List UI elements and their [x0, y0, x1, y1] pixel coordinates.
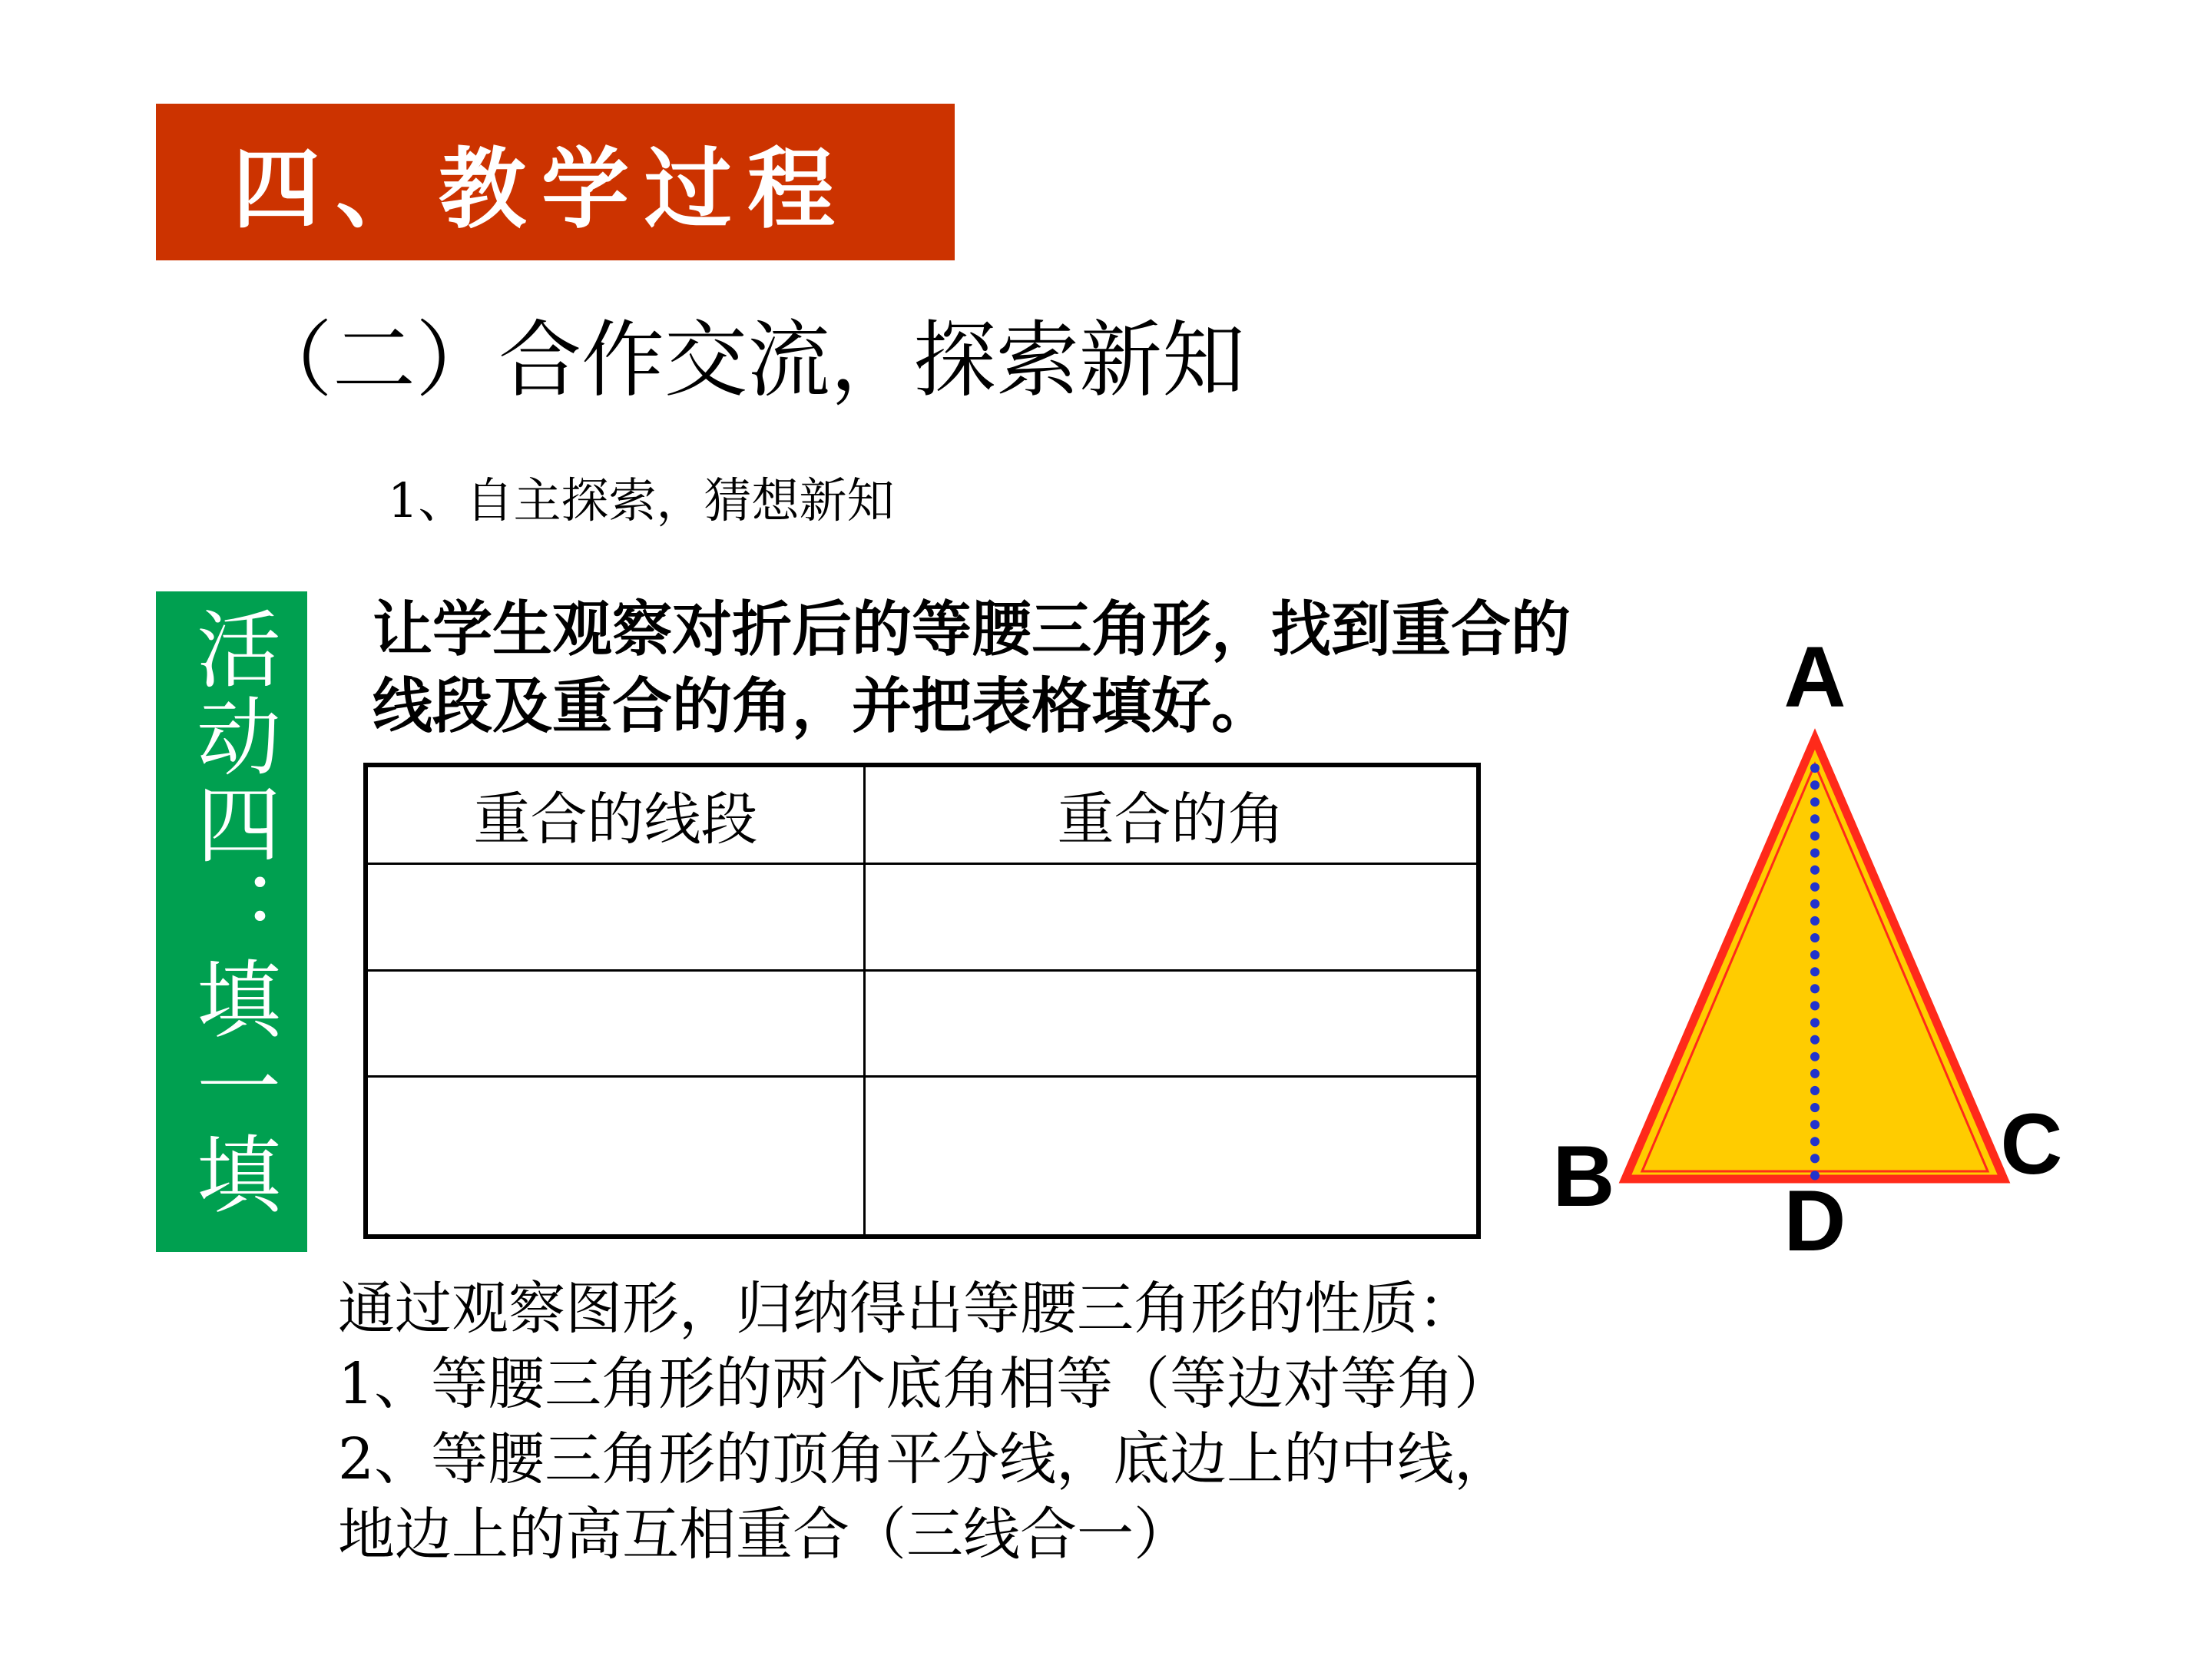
- step-heading: 1、自主探索，猜想新知: [388, 472, 895, 528]
- activity-label: 活动四：填一填: [183, 605, 281, 1218]
- vertex-label-b: B: [1552, 1128, 1615, 1224]
- instruction-text: 让学生观察对折后的等腰三角形，找到重合的线段及重合的角，并把表格填好。: [373, 595, 1571, 741]
- conclusion-line: 通过观察图形，归纳得出等腰三角形的性质：: [338, 1276, 1475, 1342]
- table-cell[interactable]: [865, 970, 1479, 1077]
- section-banner: [156, 104, 955, 260]
- table-row: [366, 970, 1479, 1077]
- table-row: [366, 864, 1479, 971]
- header-coincident-angles: 重合的角: [865, 765, 1479, 864]
- table-cell[interactable]: [865, 864, 1479, 971]
- table-row: [366, 1077, 1479, 1237]
- subtitle: （二）合作交流，探索新知: [250, 313, 1246, 409]
- table-cell[interactable]: [366, 864, 865, 971]
- vertex-label-d: D: [1783, 1173, 1846, 1269]
- isosceles-triangle-diagram: [1536, 630, 2074, 1275]
- conclusion-line: 地边上的高互相重合（三线合一）: [338, 1502, 1190, 1568]
- table-cell[interactable]: [865, 1077, 1479, 1237]
- table-cell[interactable]: [366, 970, 865, 1077]
- header-coincident-segments: 重合的线段: [366, 765, 865, 864]
- activity-label-box: [156, 591, 307, 1252]
- vertex-label-c: C: [2000, 1096, 2063, 1192]
- section-title: 四、教学过程: [233, 138, 851, 240]
- conclusion-line: 2、等腰三角形的顶角平分线，底边上的中线，: [338, 1426, 1512, 1492]
- conclusion-block: [338, 1271, 1874, 1572]
- vertex-label-a: A: [1783, 630, 1846, 725]
- fill-in-table: [363, 763, 1481, 1239]
- conclusion-line: 1、等腰三角形的两个底角相等（等边对等角）: [338, 1351, 1512, 1417]
- table-cell[interactable]: [366, 1077, 865, 1237]
